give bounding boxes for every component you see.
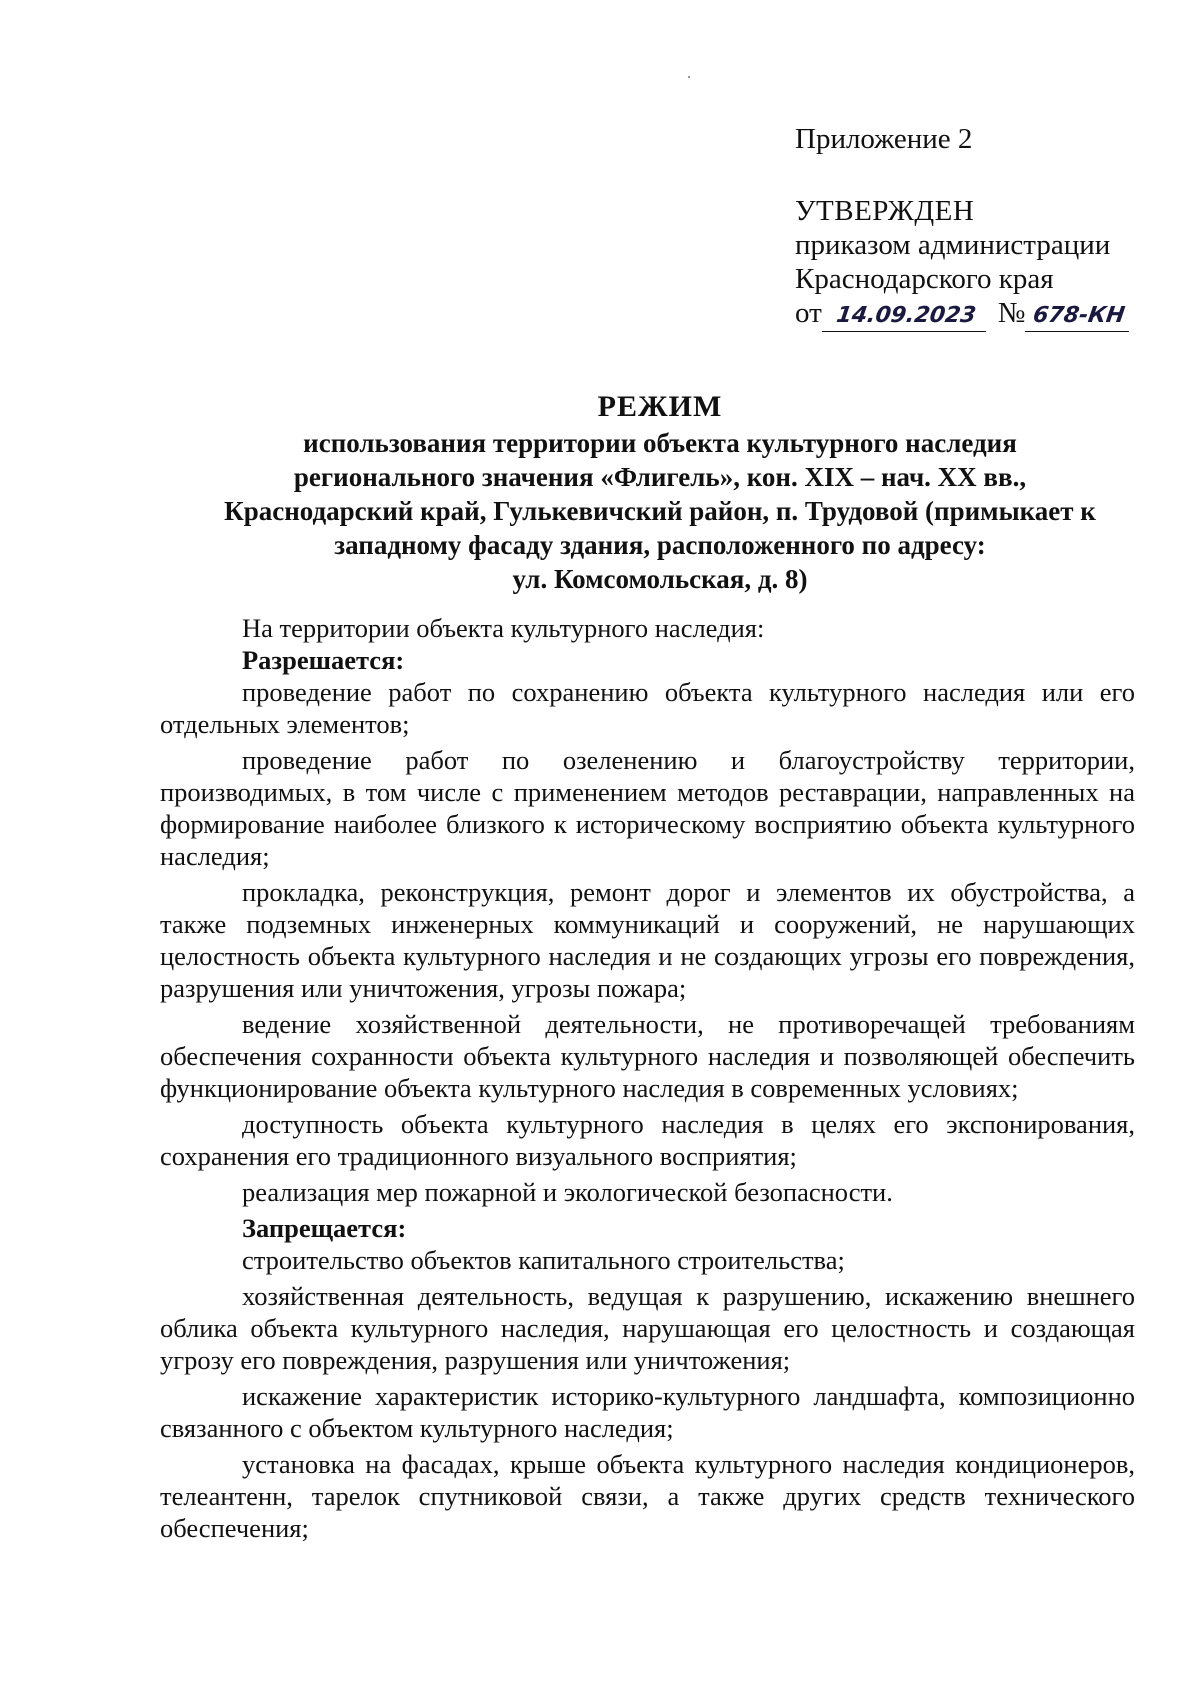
appendix-label: Приложение 2 bbox=[795, 123, 973, 155]
allowed-item: проведение работ по сохранению объекта культурного наследия или его отдельных элементов; bbox=[160, 677, 1135, 739]
allowed-item: реализация мер пожарной и экологической безопасности. bbox=[242, 1177, 893, 1207]
allowed-heading: Разрешается: bbox=[242, 645, 405, 675]
title-main: РЕЖИМ bbox=[597, 390, 723, 423]
prohibited-item: строительство объектов капитального строительства; bbox=[242, 1245, 845, 1275]
title-line-3: Краснодарский край, Гулькевичский район, п. Трудовой (примыкает к bbox=[224, 496, 1096, 526]
approval-header bbox=[795, 122, 1155, 332]
handwritten-date: 14.09.2023 bbox=[822, 301, 990, 332]
allowed-item: доступность объекта культурного наследия в целях его экспонирования, сохранения его традиционного визуального восприятия; bbox=[160, 1109, 1135, 1171]
prohibited-item: искажение характеристик историко-культурного ландшафта, композиционно связанного с объектом культурного наследия; bbox=[160, 1381, 1135, 1443]
intro-paragraph: На территории объекта культурного наследия: bbox=[242, 613, 765, 643]
allowed-item: проведение работ по озеленению и благоустройству территории, производимых, в том числе с применением методов реставрации, направленных на формирование наиболее близкого к историческому восприятию объекта культурного наследия; bbox=[160, 745, 1135, 871]
title-line-1: использования территории объекта культурного наследия bbox=[303, 428, 1017, 458]
title-line-5: ул. Комсомольская, д. 8) bbox=[512, 564, 808, 594]
scan-speck bbox=[688, 76, 690, 78]
allowed-item: прокладка, реконструкция, ремонт дорог и элементов их обустройства, а также подземных инженерных коммуникаций и сооружений, не нарушающих целостность объекта культурного наследия и не создающих угрозы его повреждения, разрушения или уничтожения, угрозы пожара; bbox=[160, 877, 1135, 1003]
prohibited-item: установка на фасадах, крыше объекта культурного наследия кондиционеров, телеантенн, тарелок спутниковой связи, а также других средств технического обеспечения; bbox=[160, 1449, 1135, 1543]
title-line-2: регионального значения «Флигель», кон. XIX – нач. XX вв., bbox=[293, 462, 1027, 492]
document-title bbox=[150, 390, 1170, 596]
order-date-number-line bbox=[795, 296, 1155, 332]
handwritten-number: 678-КН bbox=[1025, 301, 1133, 332]
approved-label: УТВЕРЖДЕН bbox=[795, 195, 975, 227]
document-body bbox=[160, 612, 1135, 1548]
allowed-item: ведение хозяйственной деятельности, не противоречащей требованиям обеспечения сохранности объекта культурного наследия и позволяющей обеспечить функционирование объекта культурного наследия в современных условиях; bbox=[160, 1009, 1135, 1103]
prohibited-item: хозяйственная деятельность, ведущая к разрушению, искажению внешнего облика объекта культурного наследия, нарушающая его целостность и создающая угрозу его повреждения, разрушения или уничтожения; bbox=[160, 1281, 1135, 1375]
approved-by-line-1: приказом администрации bbox=[795, 229, 1111, 261]
prohibited-heading: Запрещается: bbox=[242, 1213, 407, 1243]
number-sign: № bbox=[997, 297, 1026, 329]
date-prefix: от bbox=[795, 297, 822, 329]
title-line-4: западному фасаду здания, расположенного по адресу: bbox=[334, 530, 986, 560]
approved-by-line-2: Краснодарского края bbox=[795, 263, 1054, 295]
